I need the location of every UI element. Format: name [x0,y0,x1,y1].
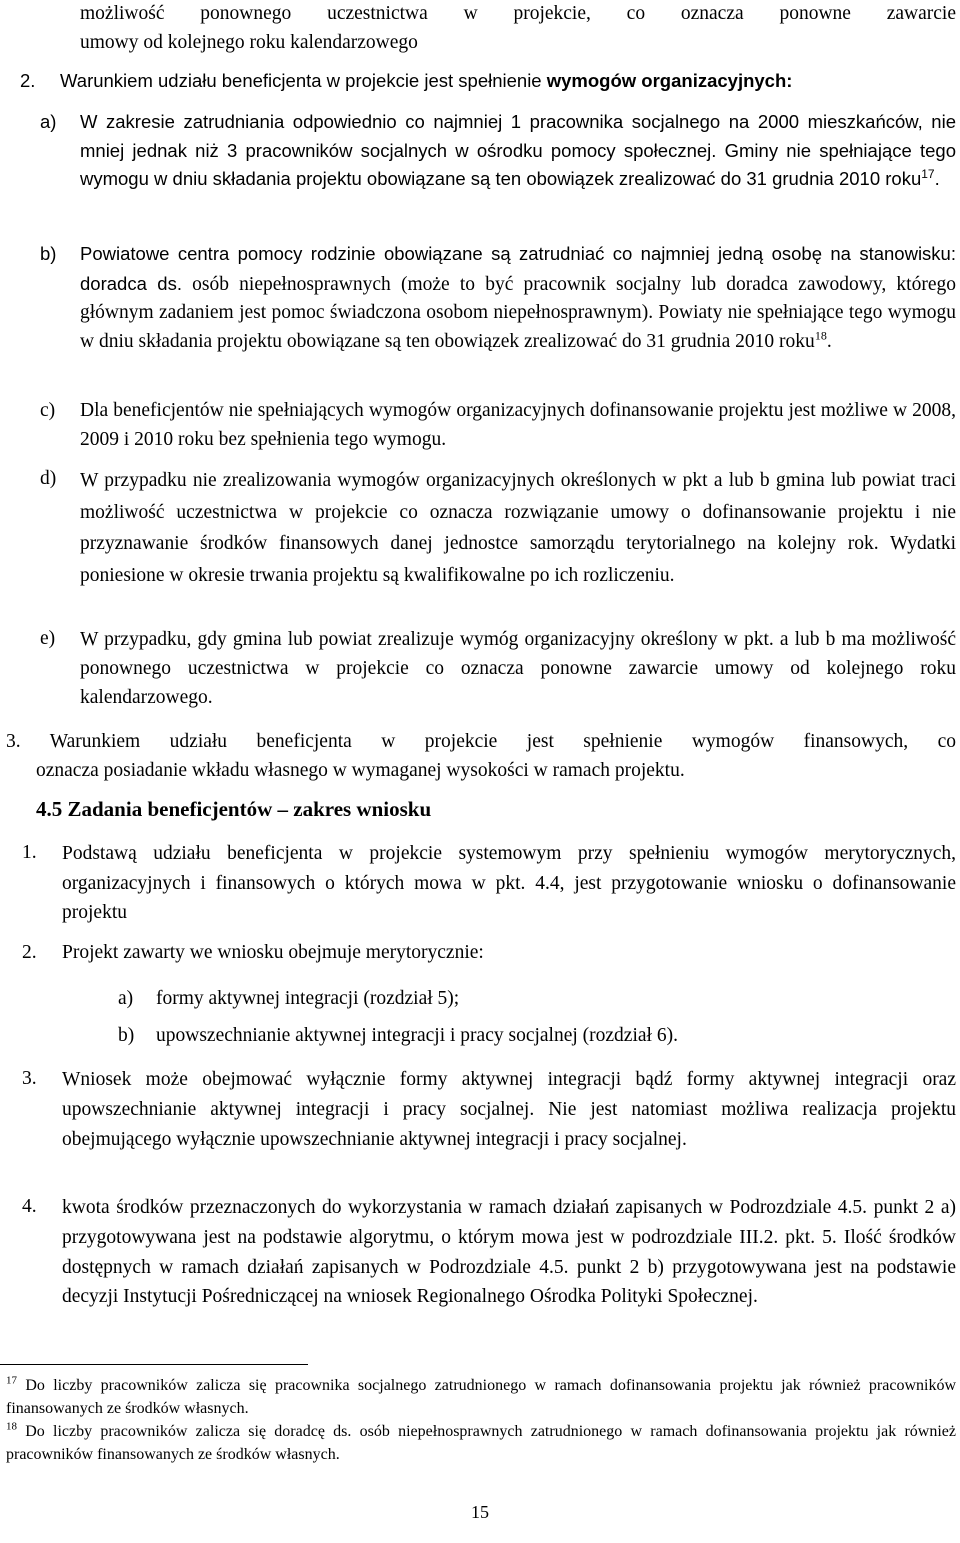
footnote-ref-17: 17 [921,166,935,181]
subitem-c-text: Dla beneficjentów nie spełniających wymogów organizacyjnych dofinansowanie projektu jest możliwe w 2008, 2009 i 2010 roku bez spełnienia tego wymogu. [80,400,956,450]
continuation-line-2: umowy od kolejnego roku kalendarzowego [80,32,418,53]
list-item-4-text: kwota środków przeznaczonych do wykorzystania w ramach działań zapisanych w Podrozdziale 4.5. punkt 2 a) przygotowywana jest na podstawie algorytmu, o którym mowa jest w podrozdziale III.2. pkt. 5. Ilość środków dostępnych w ramach działań zapisanych w Podrozdziale 4.5. punkt 2 b) przygotowywana jest na podstawie decyzji Instytucji Pośredniczącej na wniosek Regionalnego Ośrodka Polityki Społecznej. [62,1197,956,1308]
subitem-b [40,240,956,356]
footnote-17 [6,1374,956,1420]
item-2-number: 2. [20,70,36,91]
subitem-c [40,397,956,454]
subitem-e [40,625,956,712]
footnote-18-number: 18 [6,1420,17,1433]
list-item-2-sub-a-text: formy aktywnej integracji (rozdział 5); [156,988,460,1009]
footnote-17-number: 17 [6,1374,17,1387]
footnote-18-text: Do liczby pracowników zalicza się doradcę ds. osób niepełnosprawnych zatrudnionego w ramach dofinansowania projektu jak również pracowników finansowanych ze środków własnych. [6,1423,956,1463]
footnote-18 [6,1420,956,1466]
subitem-d-text: W przypadku nie zrealizowania wymogów organizacyjnych określonych w pkt a lub b gmina lub powiat traci możliwość uczestnictwa w projekcie co oznacza rozwiązanie umowy o dofinansowanie projektu i nie przyznawanie środków finansowych danej jednostce samorządu terytorialnego na kolejny rok. Wydatki poniesione w okresie trwania projektu są kwalifikowalne po ich rozliczeniu. [80,470,956,586]
subitem-a-text: W zakresie zatrudniania odpowiednio co najmniej 1 pracownika socjalnego na 2000 mieszkańców, nie mniej jednak niż 3 pracowników socjalnych w ośrodku pomocy społecznej. Gminy nie spełniające tego wymogu w dniu składania projektu obowiązane są ten obowiązek zrealizować do 31 grudnia 2010 roku$^{17}$. [80,111,956,189]
subitem-b-text: Powiatowe centra pomocy rodzinie obowiązane są zatrudniać co najmniej jedną osobę na stanowisku: doradca ds. osób niepełnosprawnych (może to być pracownik socjalny lub doradca zawodowy, którego głównym zadaniem jest pomoc świadczona osobom niepełnosprawnym). Powiaty nie spełniające tego wymogu w dniu składania projektu obowiązane są ten obowiązek zrealizować do 31 grudnia 2010 roku$^{18}$. [80,243,956,352]
page-number: 15 [471,1502,489,1522]
list-item-2-sub-a-label: a) [118,988,134,1009]
list-item-2-text: Projekt zawarty we wniosku obejmuje merytorycznie: [62,942,484,963]
item-3-line-1: 3. Warunkiem udziału beneficjenta w projekcie jest spełnienie wymogów finansowych, co [6,731,956,752]
subitem-e-text: W przypadku, gdy gmina lub powiat zrealizuje wymóg organizacyjny określony w pkt. a lub b ma możliwość ponownego uczestnictwa w projekcie co oznacza ponowne zawarcie umowy od kolejnego roku kalendarzowego. [80,629,956,708]
list-item-4 [22,1193,956,1312]
footnote-17-text: Do liczby pracowników zalicza się pracownika socjalnego zatrudnionego w ramach dofinansowania projektu jak również pracowników finansowanych ze środków własnych. [6,1377,957,1417]
list-item-4-number: 4. [22,1196,37,1217]
subitem-a [40,108,956,194]
subitem-d-label: d) [40,468,57,489]
list-item-1 [22,839,956,928]
list-item-2-sub-b-label: b) [118,1025,135,1046]
list-item-2-sub-b [118,1022,956,1051]
subitem-a-label: a) [40,111,57,132]
list-item-3-number: 3. [22,1068,37,1089]
list-item-1-number: 1. [22,842,37,863]
list-item-3-text: Wniosek może obejmować wyłącznie formy aktywnej integracji bądź formy aktywnej integracji oraz upowszechnianie aktywnej integracji i pracy socjalnej. Nie jest natomiast możliwa realizacja projektu obejmującego wyłącznie upowszechnianie aktywnej integracji i pracy socjalnej. [62,1069,956,1150]
footnote-rule [0,1364,308,1365]
list-item-2-sub-b-text: upowszechnianie aktywnej integracji i pracy socjalnej (rozdział 6). [156,1025,678,1046]
footnote-ref-18: 18 [814,328,827,342]
section-heading: 4.5 Zadania beneficjentów – zakres wniosku [36,797,432,821]
item-2-text: Warunkiem udziału beneficjenta w projekcie jest spełnienie wymogów organizacyjnych: [60,70,793,91]
list-item-1-text: Podstawą udziału beneficjenta w projekcie systemowym przy spełnieniu wymogów merytorycznych, organizacyjnych i finansowych o których mowa w pkt. 4.4, jest przygotowanie wniosku o dofinansowanie projektu [62,843,956,923]
subitem-c-label: c) [40,400,56,421]
subitem-d [40,465,956,591]
list-item-2 [22,939,956,968]
list-item-3 [22,1065,956,1154]
item-3-line-2: oznacza posiadanie wkładu własnego w wymaganej wysokości w ramach projektu. [36,760,685,781]
item-2 [20,67,956,96]
subitem-b-label: b) [40,243,57,264]
subitem-e-label: e) [40,628,56,649]
list-item-2-sub-a [118,985,956,1014]
item-2-bold: wymogów organizacyjnych: [546,70,793,91]
continuation-line-1: możliwość ponownego uczestnictwa w projekcie, co oznacza ponowne zawarcie [80,3,956,24]
list-item-2-number: 2. [22,942,37,963]
